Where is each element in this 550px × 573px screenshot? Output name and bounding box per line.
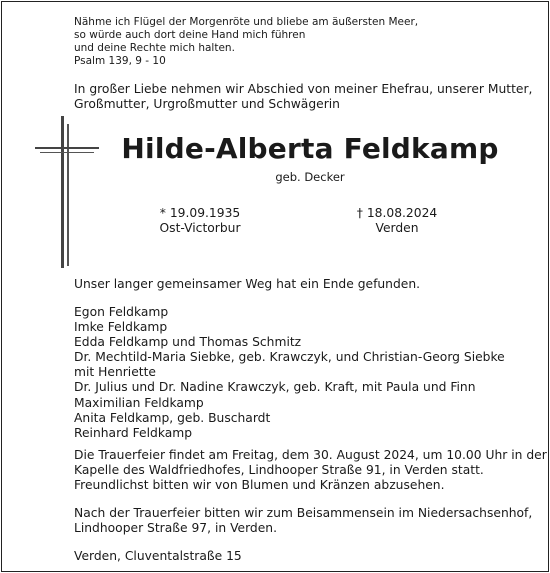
address: Verden, Cluventalstraße 15 bbox=[74, 549, 242, 563]
birth-date: * 19.09.1935 bbox=[159, 206, 241, 220]
gathering-line: Lindhooper Straße 97, in Verden. bbox=[74, 521, 278, 535]
mourner: Egon Feldkamp bbox=[74, 305, 169, 319]
mourner: Edda Feldkamp und Thomas Schmitz bbox=[74, 335, 302, 349]
service-line: Freundlichst bitten wir von Blumen und Kränzen abzusehen. bbox=[74, 478, 445, 492]
verse-reference: Psalm 139, 9 - 10 bbox=[74, 55, 166, 67]
service-line: Die Trauerfeier findet am Freitag, dem 30. August 2024, um 10.00 Uhr in der bbox=[74, 448, 547, 462]
mourner: Maximilian Feldkamp bbox=[74, 396, 204, 410]
maiden-name: geb. Decker bbox=[275, 170, 345, 184]
mourner: Reinhard Feldkamp bbox=[74, 426, 193, 440]
mourner: Dr. Julius und Dr. Nadine Krawczyk, geb. Kraft, mit Paula und Finn bbox=[74, 380, 476, 394]
service-line: Kapelle des Waldfriedhofes, Lindhooper Straße 91, in Verden statt. bbox=[74, 463, 484, 477]
mourner: mit Henriette bbox=[74, 365, 156, 379]
verse-line: so würde auch dort deine Hand mich führen bbox=[74, 29, 306, 41]
intro-line: In großer Liebe nehmen wir Abschied von meiner Ehefrau, unserer Mutter, bbox=[74, 82, 533, 96]
mourner: Dr. Mechtild-Maria Siebke, geb. Krawczyk, und Christian-Georg Siebke bbox=[74, 350, 505, 364]
death-date: † 18.08.2024 bbox=[356, 206, 438, 220]
intro-line: Großmutter, Urgroßmutter und Schwägerin bbox=[74, 97, 340, 111]
birth-place: Ost-Victorbur bbox=[159, 221, 241, 235]
verse-line: Nähme ich Flügel der Morgenröte und bliebe am äußersten Meer, bbox=[74, 16, 419, 28]
deceased-name: Hilde-Alberta Feldkamp bbox=[121, 132, 499, 165]
mourner: Imke Feldkamp bbox=[74, 320, 168, 334]
farewell-text: Unser langer gemeinsamer Weg hat ein Ende gefunden. bbox=[74, 277, 421, 291]
death-place: Verden bbox=[375, 221, 419, 235]
verse-line: und deine Rechte mich halten. bbox=[74, 42, 235, 54]
mourner: Anita Feldkamp, geb. Buschardt bbox=[74, 411, 271, 425]
gathering-line: Nach der Trauerfeier bitten wir zum Beisammensein im Niedersachsenhof, bbox=[74, 506, 533, 520]
